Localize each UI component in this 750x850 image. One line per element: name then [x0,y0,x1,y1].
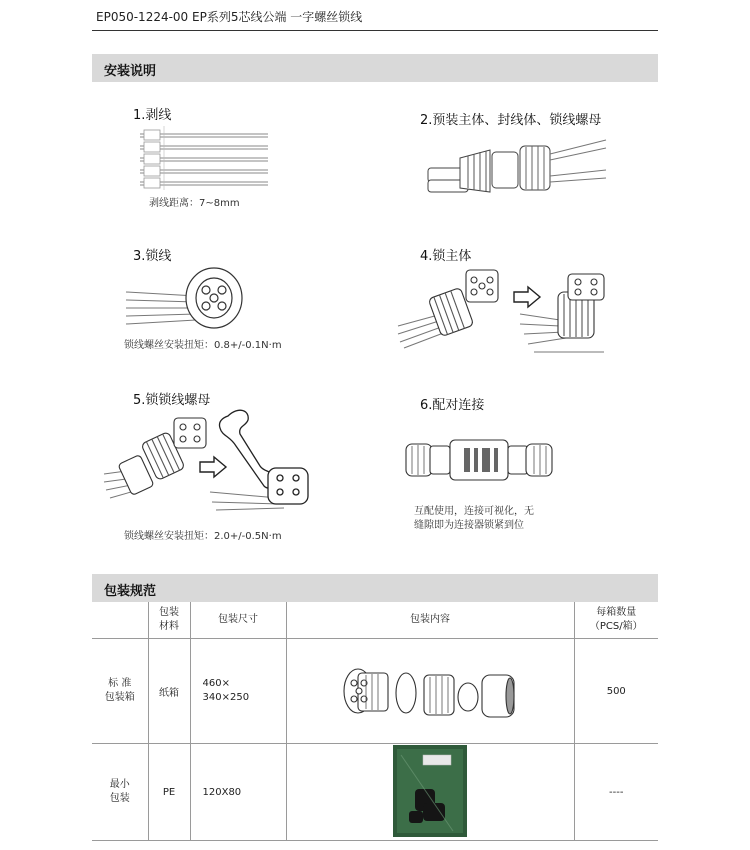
step-2-label: 2.预装主体、封线体、锁线螺母 [420,113,602,128]
row-material: 纸箱 [148,639,190,744]
header-type [92,602,148,639]
row-size: 120X80 [190,744,286,841]
preassemble-illustration [420,130,610,200]
title-divider [92,30,658,31]
table-row [92,639,658,744]
step-5-note: 锁线螺丝安装扭矩：2.0+/-0.5N·m [124,531,282,542]
lock-body-after-illustration [520,270,610,356]
packaging-section-title: 包装规范 [104,584,157,599]
strip-wires-illustration [138,124,288,194]
row-type: 最小 包装 [92,744,148,841]
header-qty: 每箱数量 （PCS/箱） [574,602,658,639]
packaging-table [92,602,658,841]
step-3-note: 锁线螺丝安装扭矩：0.8+/-0.1N·m [124,340,282,351]
row-qty: 500 [574,639,658,744]
row-type: 标 准 包装箱 [92,639,148,744]
row-size: 460× 340×250 [190,639,286,744]
package-content-cell [286,639,574,744]
row-qty: ---- [574,744,658,841]
header-material: 包装 材料 [148,602,190,639]
step-4-label: 4.锁主体 [420,249,472,264]
lock-body-before-illustration [398,262,518,352]
wrench-tighten-illustration [208,406,328,518]
step-5-label: 5.锁锁线螺母 [133,393,211,408]
table-row [92,744,658,841]
step-3-label: 3.锁线 [133,249,172,264]
install-section-title: 安装说明 [104,64,157,79]
install-section-bar [92,54,658,82]
packaging-section-bar [92,574,658,602]
table-header-row [92,602,658,639]
step-1-note: 剥线距离：7~8mm [149,198,240,209]
pe-bag-photo [393,745,467,837]
header-content: 包装内容 [286,602,574,639]
step-6-note: 互配使用，连接可视化，无 缝隙即为连接器锁紧到位 [414,506,534,531]
step-1-label: 1.剥线 [133,108,172,123]
row-material: PE [148,744,190,841]
lock-wires-illustration [126,262,256,334]
header-size: 包装尺寸 [190,602,286,639]
connector-parts-image [340,655,520,725]
package-content-cell [286,744,574,841]
mated-connector-illustration [404,436,554,484]
document-title: EP050-1224-00 EP系列5芯线公端 一字螺丝锁线 [96,10,363,24]
step-6-label: 6.配对连接 [420,398,485,413]
